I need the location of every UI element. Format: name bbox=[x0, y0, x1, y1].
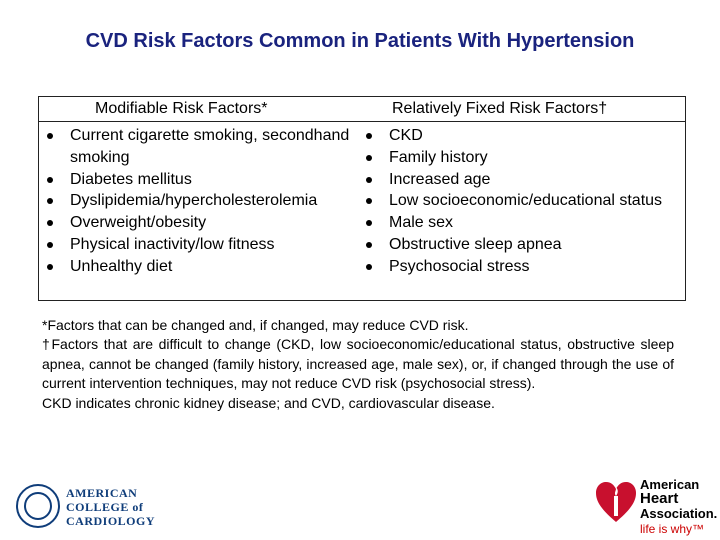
list-item: Obstructive sleep apnea bbox=[362, 234, 682, 256]
aha-wordmark: American Heart Association. bbox=[640, 477, 718, 521]
list-item: Unhealthy diet bbox=[43, 256, 353, 278]
modifiable-list bbox=[43, 125, 353, 278]
bullet-icon bbox=[366, 220, 372, 226]
list-item: Psychosocial stress bbox=[362, 256, 682, 278]
modifiable-footnote: *Factors that can be changed and, if changed, may reduce CVD risk. bbox=[42, 317, 469, 333]
bullet-icon bbox=[366, 177, 372, 183]
list-item: CKD bbox=[362, 125, 682, 147]
list-item: Physical inactivity/low fitness bbox=[43, 234, 353, 256]
list-item: Dyslipidemia/hypercholesterolemia bbox=[43, 190, 353, 212]
acc-logo bbox=[16, 484, 186, 530]
list-item: Diabetes mellitus bbox=[43, 169, 353, 191]
fixed-list bbox=[362, 125, 682, 278]
fixed-footnote: †Factors that are difficult to change (CKD, low socioeconomic/educational status, obstructive sleep apnea, cannot be changed (family history, increased age, male sex), or, if changed through the use of current intervention techniques, may not reduce CVD risk (psychosocial stress). bbox=[42, 336, 674, 392]
bullet-icon bbox=[366, 242, 372, 248]
list-item: Low socioeconomic/educational status bbox=[362, 190, 682, 212]
bullet-icon bbox=[47, 242, 53, 248]
list-item: Male sex bbox=[362, 212, 682, 234]
bullet-icon bbox=[47, 264, 53, 270]
modifiable-header: Modifiable Risk Factors* bbox=[95, 100, 268, 117]
bullet-icon bbox=[366, 198, 372, 204]
list-item: Overweight/obesity bbox=[43, 212, 353, 234]
abbreviations-note: CKD indicates chronic kidney disease; and CVD, cardiovascular disease. bbox=[42, 394, 495, 411]
table-header bbox=[39, 97, 685, 122]
bullet-icon bbox=[47, 177, 53, 183]
risk-factors-table bbox=[38, 96, 686, 301]
list-item: Current cigarette smoking, secondhand smoking bbox=[43, 125, 353, 169]
bullet-icon bbox=[366, 133, 372, 139]
fixed-header: Relatively Fixed Risk Factors† bbox=[392, 100, 608, 117]
heart-torch-icon bbox=[596, 480, 636, 524]
bullet-icon bbox=[47, 198, 53, 204]
list-item: Increased age bbox=[362, 169, 682, 191]
list-item: Family history bbox=[362, 147, 682, 169]
acc-seal-icon bbox=[16, 484, 60, 528]
bullet-icon bbox=[366, 264, 372, 270]
slide-title: CVD Risk Factors Common in Patients With Hypertension bbox=[85, 30, 635, 52]
bullet-icon bbox=[47, 133, 53, 139]
aha-tagline: life is why™ bbox=[640, 522, 705, 536]
aha-logo bbox=[594, 476, 718, 538]
bullet-icon bbox=[47, 220, 53, 226]
footnotes bbox=[42, 316, 674, 413]
acc-wordmark: AMERICAN COLLEGE of CARDIOLOGY bbox=[66, 486, 156, 528]
bullet-icon bbox=[366, 155, 372, 161]
